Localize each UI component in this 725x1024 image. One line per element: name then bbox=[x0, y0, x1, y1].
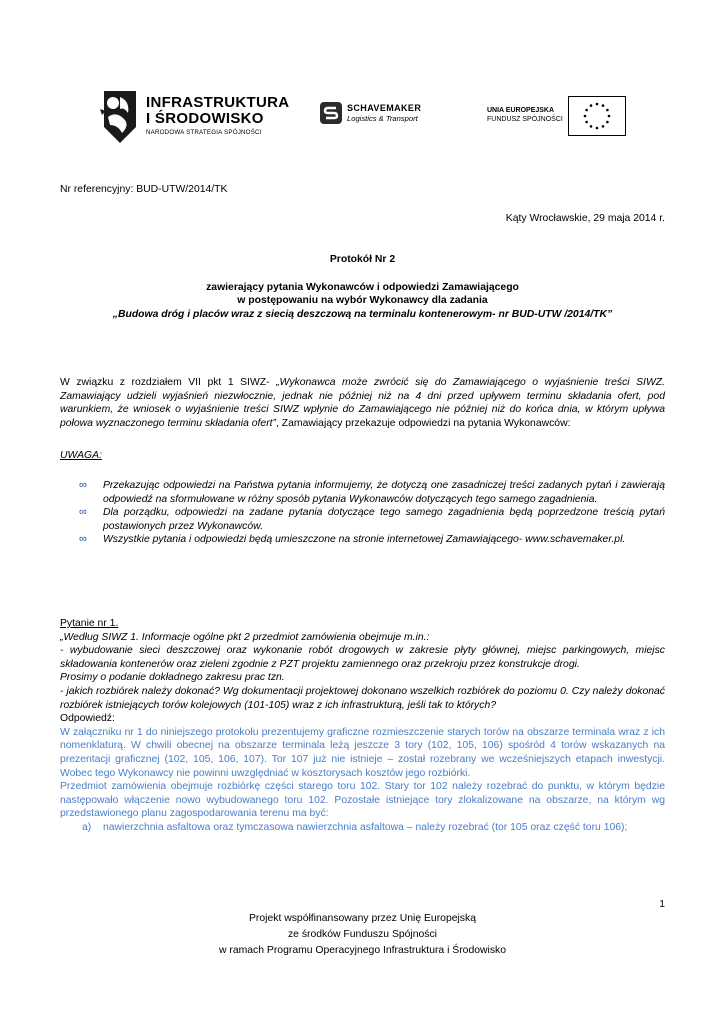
answer-label: Odpowiedź: bbox=[60, 713, 115, 725]
intro-paragraph bbox=[60, 376, 665, 430]
protocol-subtitle-2: w postępowaniu na wybór Wykonawcy dla zadania bbox=[237, 295, 488, 307]
answer-list bbox=[60, 821, 665, 835]
intro-text-1: W związku z rozdziałem VII pkt 1 SIWZ- bbox=[60, 377, 277, 388]
intro-text-2: , Zamawiający przekazuje odpowiedzi na pytania Wykonawców: bbox=[276, 417, 571, 429]
question-1-line: - wybudowanie sieci deszczowej oraz wykonanie robót drogowych w zakresie płyty głównej, miejsc parkingowych, miejsc składowania kontenerów oraz zieleni zgodnie z PZT projektu zamiennego oraz przekroju przez konstrukcje drogi. bbox=[60, 645, 665, 670]
protocol-subtitle-3: „Budowa dróg i placów wraz z siecią deszczową na terminalu kontenerowym- nr BUD-UTW /2014/TK” bbox=[112, 308, 613, 320]
page-number: 1 bbox=[659, 899, 665, 910]
list-item bbox=[60, 506, 665, 533]
schavemaker-logo bbox=[320, 102, 450, 126]
reference-number: Nr referencyjny: BUD-UTW/2014/TK bbox=[60, 184, 228, 195]
schavemaker-tagline: Logistics & Transport bbox=[347, 114, 418, 123]
question-1-line: „Według SIWZ 1. Informacje ogólne pkt 2 przedmiot zamówienia obejmuje m.in.: bbox=[60, 631, 430, 643]
footer-line-2: ze środków Funduszu Spójności bbox=[287, 929, 437, 940]
note-text: Przekazując odpowiedzi na Państwa pytania informujemy, że dotyczą one zasadniczej treści zadanych pytań i zawierają odpowiedź na sformułowane w różny sposób pytania Wykonawców dotyczących tego samego zagadnienia. bbox=[103, 480, 665, 505]
protocol-subtitle-1: zawierający pytania Wykonawców i odpowiedzi Zamawiającego bbox=[206, 281, 519, 293]
note-text: Dla porządku, odpowiedzi na zadane pytania dotyczące tego samego zagadnienia będą poprzedzone treścią pytań postawionych przez Wykonawców. bbox=[103, 507, 665, 532]
place-and-date: Kąty Wrocławskie, 29 maja 2014 r. bbox=[505, 213, 665, 224]
footer-line-1: Projekt współfinansowany przez Unię Europejską bbox=[249, 913, 476, 924]
infrastruktura-emblem-icon bbox=[98, 87, 142, 145]
eu-logo-line2: FUNDUSZ SPÓJNOŚCI bbox=[487, 116, 563, 123]
question-1-heading: Pytanie nr 1. bbox=[60, 618, 119, 629]
schavemaker-s-icon bbox=[320, 102, 342, 124]
answer-list-text: nawierzchnia asfaltowa oraz tymczasowa nawierzchnia asfaltowa – należy rozebrać (tor 105 oraz część toru 106); bbox=[103, 821, 628, 833]
title-block bbox=[60, 253, 665, 321]
answer-paragraph: W załączniku nr 1 do niniejszego protokołu prezentujemy graficzne rozmieszczenie starych torów na obszarze terminala wraz z ich nomenklaturą. W chwili obecnej na obszarze terminala leżą jeszcze 3 tory (102, 105, 106) spośród 4 torów wskazanych na prezentacji graficznej (102, 105, 106, 107). Tor 107 już nie istnieje – został rozebrany we wcześniejszych etapach inwestycji. Wobec tego Wykonawcy nie powinni uwzględniać w kosztorysach kosztów jego rozbiórki. bbox=[60, 726, 665, 779]
schavemaker-name: SCHAVEMAKER bbox=[347, 103, 422, 113]
notes-list bbox=[60, 479, 665, 547]
list-item bbox=[60, 533, 665, 547]
infrastruktura-logo-line2: I ŚRODOWISKO bbox=[146, 110, 264, 127]
eu-logo-line1: UNIA EUROPEJSKA bbox=[487, 107, 555, 114]
protocol-title: Protokół Nr 2 bbox=[329, 254, 396, 265]
answer-paragraph: Przedmiot zamówienia obejmuje rozbiórkę części starego toru 102. Stary tor 102 należy rozebrać do punktu, w którym będzie następowało włączenie nowo wybudowanego toru 102. Pozostałe istniejące tory zlokalizowane na obszarze, na którym wg przedstawionego planu zagospodarowania terenu ma być: bbox=[60, 781, 665, 820]
question-1-line: - jakich rozbiórek należy dokonać? Wg dokumentacji projektowej dokonano wszelkich rozbiórek do poziomu 0. Czy należy dokonać rozbiórek istniejących torów kolejowych (101-105) wraz z ich infrastrukturą, jeśli tak to których? bbox=[60, 685, 665, 711]
eu-logo bbox=[487, 106, 627, 138]
bullet-infinity-icon: ∞ bbox=[79, 479, 87, 491]
footer bbox=[60, 911, 665, 959]
eu-flag-icon bbox=[568, 96, 626, 136]
bullet-infinity-icon: ∞ bbox=[79, 533, 87, 546]
note-text: Wszystkie pytania i odpowiedzi będą umieszczone na stronie internetowej Zamawiającego- www.schavemaker.pl. bbox=[103, 534, 626, 546]
footer-line-3: w ramach Programu Operacyjnego Infrastruktura i Środowisko bbox=[218, 945, 507, 956]
question-1-line: Prosimy o podanie dokładnego zakresu prac tzn. bbox=[60, 672, 285, 684]
list-marker: a) bbox=[82, 821, 92, 833]
list-item bbox=[60, 479, 665, 506]
infrastruktura-logo-line1: INFRASTRUKTURA bbox=[146, 94, 290, 111]
uwaga-heading: UWAGA: bbox=[60, 450, 102, 461]
bullet-infinity-icon: ∞ bbox=[79, 506, 87, 519]
list-item bbox=[60, 821, 665, 835]
question-1-section bbox=[60, 617, 665, 835]
infrastruktura-logo-tagline: NARODOWA STRATEGIA SPÓJNOŚCI bbox=[146, 129, 262, 136]
intro-quote: „Wykonawca może zwrócić się do Zamawiającego o wyjaśnienie treści SIWZ. Zamawiający udzieli wyjaśnień niezwłocznie, jednak nie później niż na 4 dni przed upływem terminu składania ofert, pod warunkiem, że wniosek o wyjaśnienie treści SIWZ wpłynie do Zamawiającego nie później niż do końca dnia, w którym upływa połowa wyznaczonego terminu składania ofert” bbox=[60, 377, 665, 429]
infrastruktura-logo bbox=[98, 87, 288, 145]
